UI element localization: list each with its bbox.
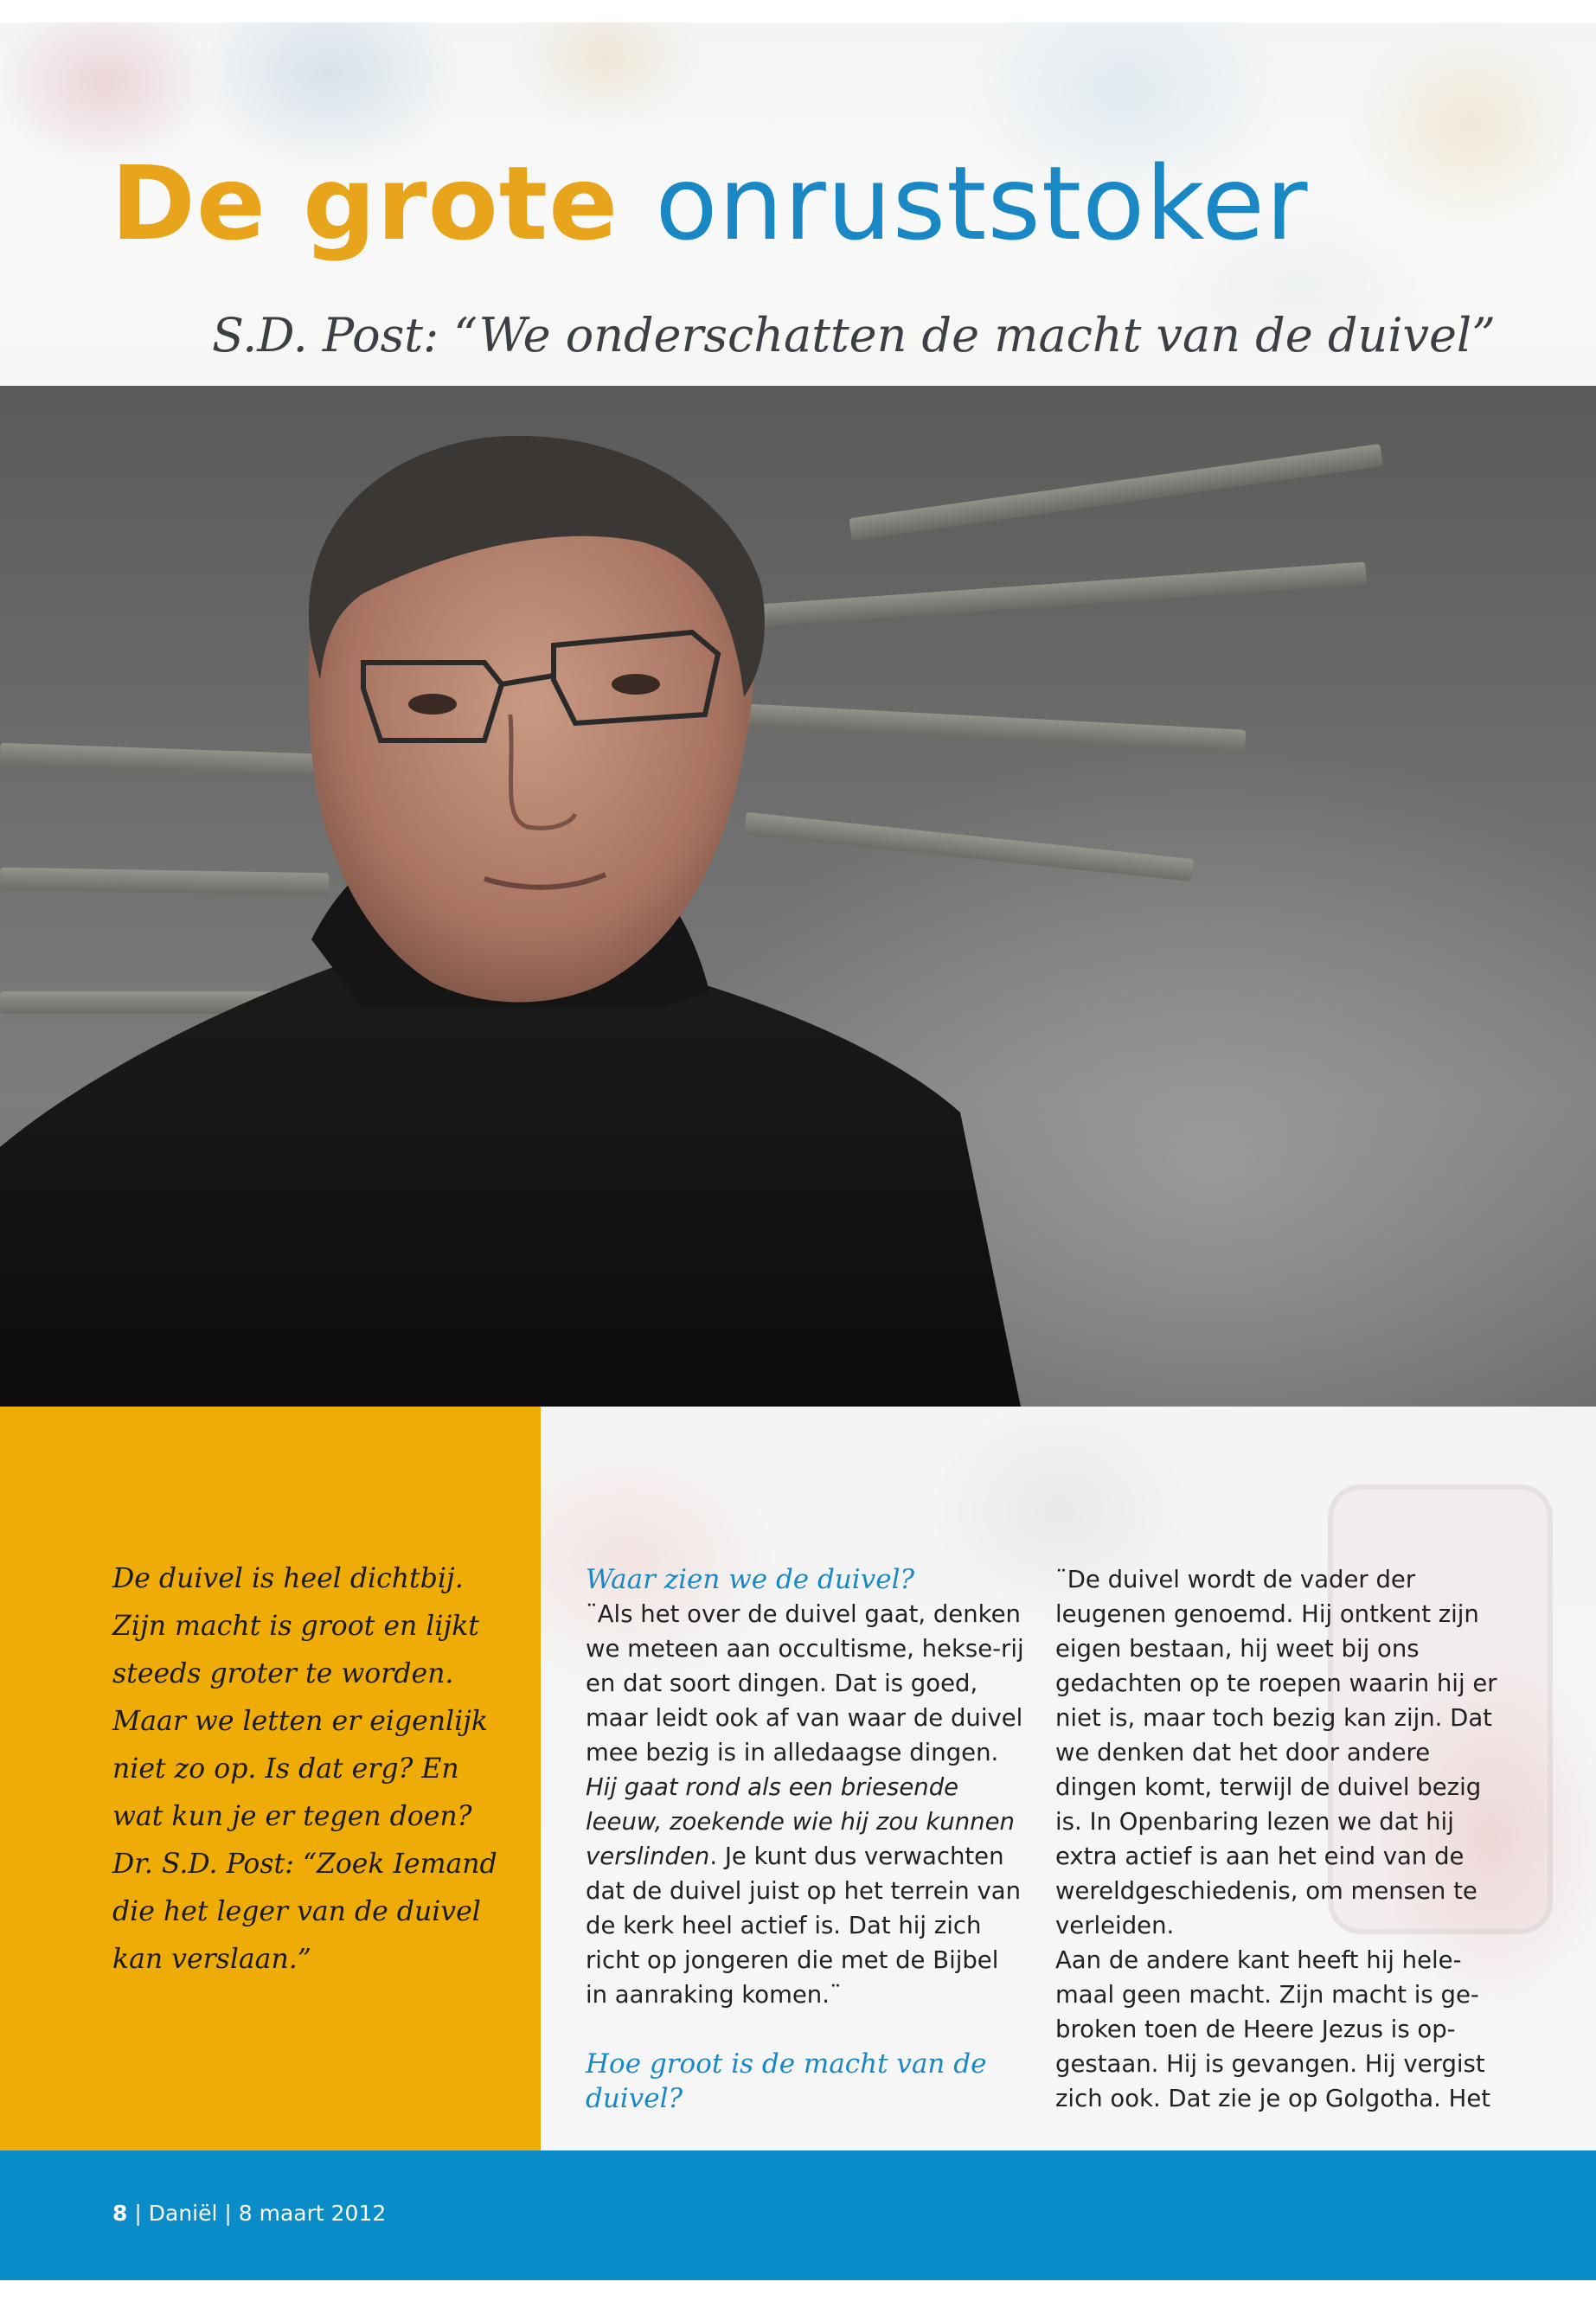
title-rest: onruststoker [655,144,1309,263]
title-highlight: De grote [111,144,619,263]
header-banner [0,22,1596,386]
answer-paragraph [586,1597,1027,2012]
answer-paragraph: Aan de andere kant heeft hij hele-maal geen macht. Zijn macht is ge-broken toen de Heere Jezus is op-gestaan. Hij is gevangen. Hij vergist zich ook. Dat zie je op Golgotha. Het [1055,1946,1491,2112]
question-heading: Waar zien we de duivel? [586,1564,915,1595]
article-body [541,1407,1596,2150]
page-top-margin [0,0,1596,22]
intro-box [0,1407,541,2150]
paragraph-gap [586,2012,1027,2047]
bible-quote: Hij gaat rond als een briesende leeuw, zoekende wie hij zou kunnen verslinden [586,1773,1015,1870]
page-title [111,144,1309,263]
person-figure [0,386,1596,1407]
footer-separator: | [134,2201,142,2226]
article-column-2 [1055,1562,1505,2116]
portrait-photo [0,386,1596,1407]
magazine-name: Daniël [148,2201,218,2226]
answer-paragraph: ¨De duivel wordt de vader der leugenen genoemd. Hij ontkent zijn eigen bestaan, hij weet bij ons gedachten op te roepen waarin hij er niet is, maar toch bezig kan zijn. Dat we denken dat het door andere dingen komt, terwijl de duivel bezig is. In Openbaring lezen we dat hij extra actief is aan het eind van de wereldgeschiedenis, om mensen te verleiden. [1055,1566,1497,1939]
page-footer [0,2150,1596,2280]
answer-text-continued: . Je kunt dus verwachten dat de duivel juist op het terrein van de kerk heel actief is. Dat hij zich richt op jongeren die met de Bijbel in aanraking komen.¨ [586,1843,1022,2009]
intro-paragraph: De duivel is heel dichtbij. Zijn macht is groot en lijkt steeds groter te worden. Maar we letten er eigenlijk niet zo op. Is dat erg? En wat kun je er tegen doen? Dr. S.D. Post: “Zoek Iemand die het leger van de duivel kan verslaan.” [112,1563,497,1975]
page-number: 8 [112,2201,128,2226]
page-bottom-margin [0,2280,1596,2301]
question-heading: Hoe groot is de macht van de duivel? [586,2048,987,2114]
page-subtitle: S.D. Post: “We onderschatten de macht van de duivel” [212,308,1496,362]
answer-text: ¨Als het over de duivel gaat, denken we meteen aan occultisme, hekse-rij en dat soort dingen. Dat is goed, maar leidt ook af van waar de duivel mee bezig is in alledaagse dingen. [586,1600,1024,1766]
article-column-1 [586,1562,1027,2116]
footer-info [112,2201,386,2226]
issue-date: | 8 maart 2012 [224,2201,387,2226]
